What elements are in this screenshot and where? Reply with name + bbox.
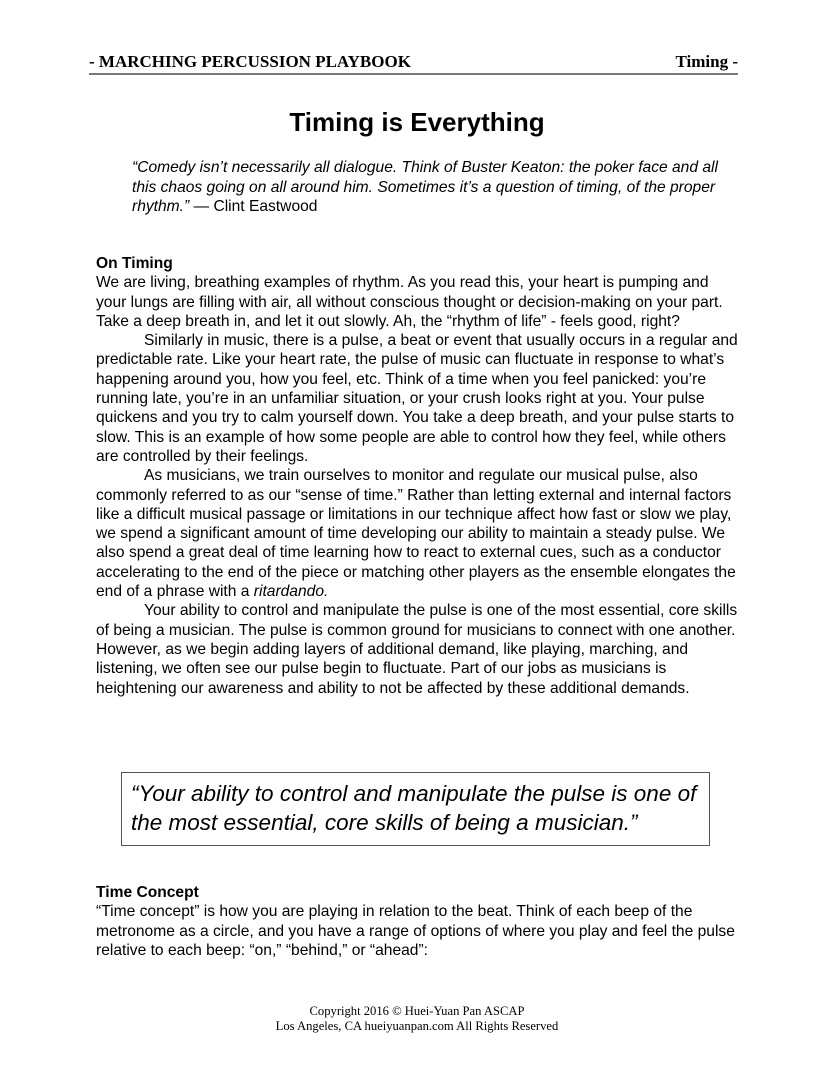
paragraph xyxy=(96,466,742,601)
section-on-timing xyxy=(96,254,742,698)
epigraph xyxy=(132,158,722,217)
copyright-line: Copyright 2016 © Huei-Yuan Pan ASCAP xyxy=(309,1004,525,1018)
section-time-concept xyxy=(96,883,742,960)
epigraph-attribution: — Clint Eastwood xyxy=(189,198,318,215)
pull-quote-box: “Your ability to control and manipulate the pulse is one of the most essential, core skills of being a musician.” xyxy=(121,772,710,846)
paragraph: “Time concept” is how you are playing in relation to the beat. Think of each beep of the metronome as a circle, and you have a range of options of where you play and feel the pulse relative to each beep: “on,” “behind,” or “ahead”: xyxy=(96,903,735,959)
header-book-title: - MARCHING PERCUSSION PLAYBOOK xyxy=(89,52,411,71)
location-line: Los Angeles, CA hueiyuanpan.com All Rights Reserved xyxy=(275,1019,559,1033)
running-header xyxy=(89,49,738,75)
paragraph: Your ability to control and manipulate the pulse is one of the most essential, core skills of being a musician. The pulse is common ground for musicians to connect with one another. However, as we begin adding layers of additional demand, like playing, marching, and listening, we often see our pulse begin to fluctuate. Part of our jobs as musicians is heightening our awareness and ability to not be affected by these additional demands. xyxy=(96,602,738,697)
page-footer xyxy=(0,1004,834,1034)
paragraph: Similarly in music, there is a pulse, a beat or event that usually occurs in a regular and predictable rate. Like your heart rate, the pulse of music can fluctuate in response to what’s happening around you, how you feel, etc. Think of a time when you feel panicked: you’re running late, you’re in an unfamiliar situation, or your crush looks right at you. Your pulse quickens and you try to calm yourself down. You take a deep breath, and your pulse starts to slow. This is an example of how some people are able to control how they feel, while others are controlled by their feelings. xyxy=(96,332,738,465)
page-title: Timing is Everything xyxy=(289,107,545,137)
section-heading: Time Concept xyxy=(96,884,199,901)
section-heading: On Timing xyxy=(96,255,173,272)
epigraph-quote: “Comedy isn’t necessarily all dialogue. Think of Buster Keaton: the poker face and all this chaos going on all around him. Sometimes it’s a question of timing, of the proper rhythm.” xyxy=(132,159,718,215)
italic-term: ritardando. xyxy=(253,583,329,601)
paragraph-text: As musicians, we train ourselves to monitor and regulate our musical pulse, also commonly referred to as our “sense of time.” Rather than letting external and internal factors like a difficult musical passage or limitations in our technique affect how fast or slow we play, we spend a significant amount of time developing our ability to maintain a steady pulse. We also spend a great deal of time learning how to react to external cues, such as a conductor accelerating to the end of the piece or matching other players as the ensemble elongates the end of a phrase with a xyxy=(96,467,736,601)
paragraph: We are living, breathing examples of rhythm. As you read this, your heart is pumping and your lungs are filling with air, all without conscious thought or decision-making on your part. Take a deep breath in, and let it out slowly. Ah, the “rhythm of life” - feels good, right? xyxy=(96,274,723,330)
header-chapter: Timing - xyxy=(675,52,738,71)
